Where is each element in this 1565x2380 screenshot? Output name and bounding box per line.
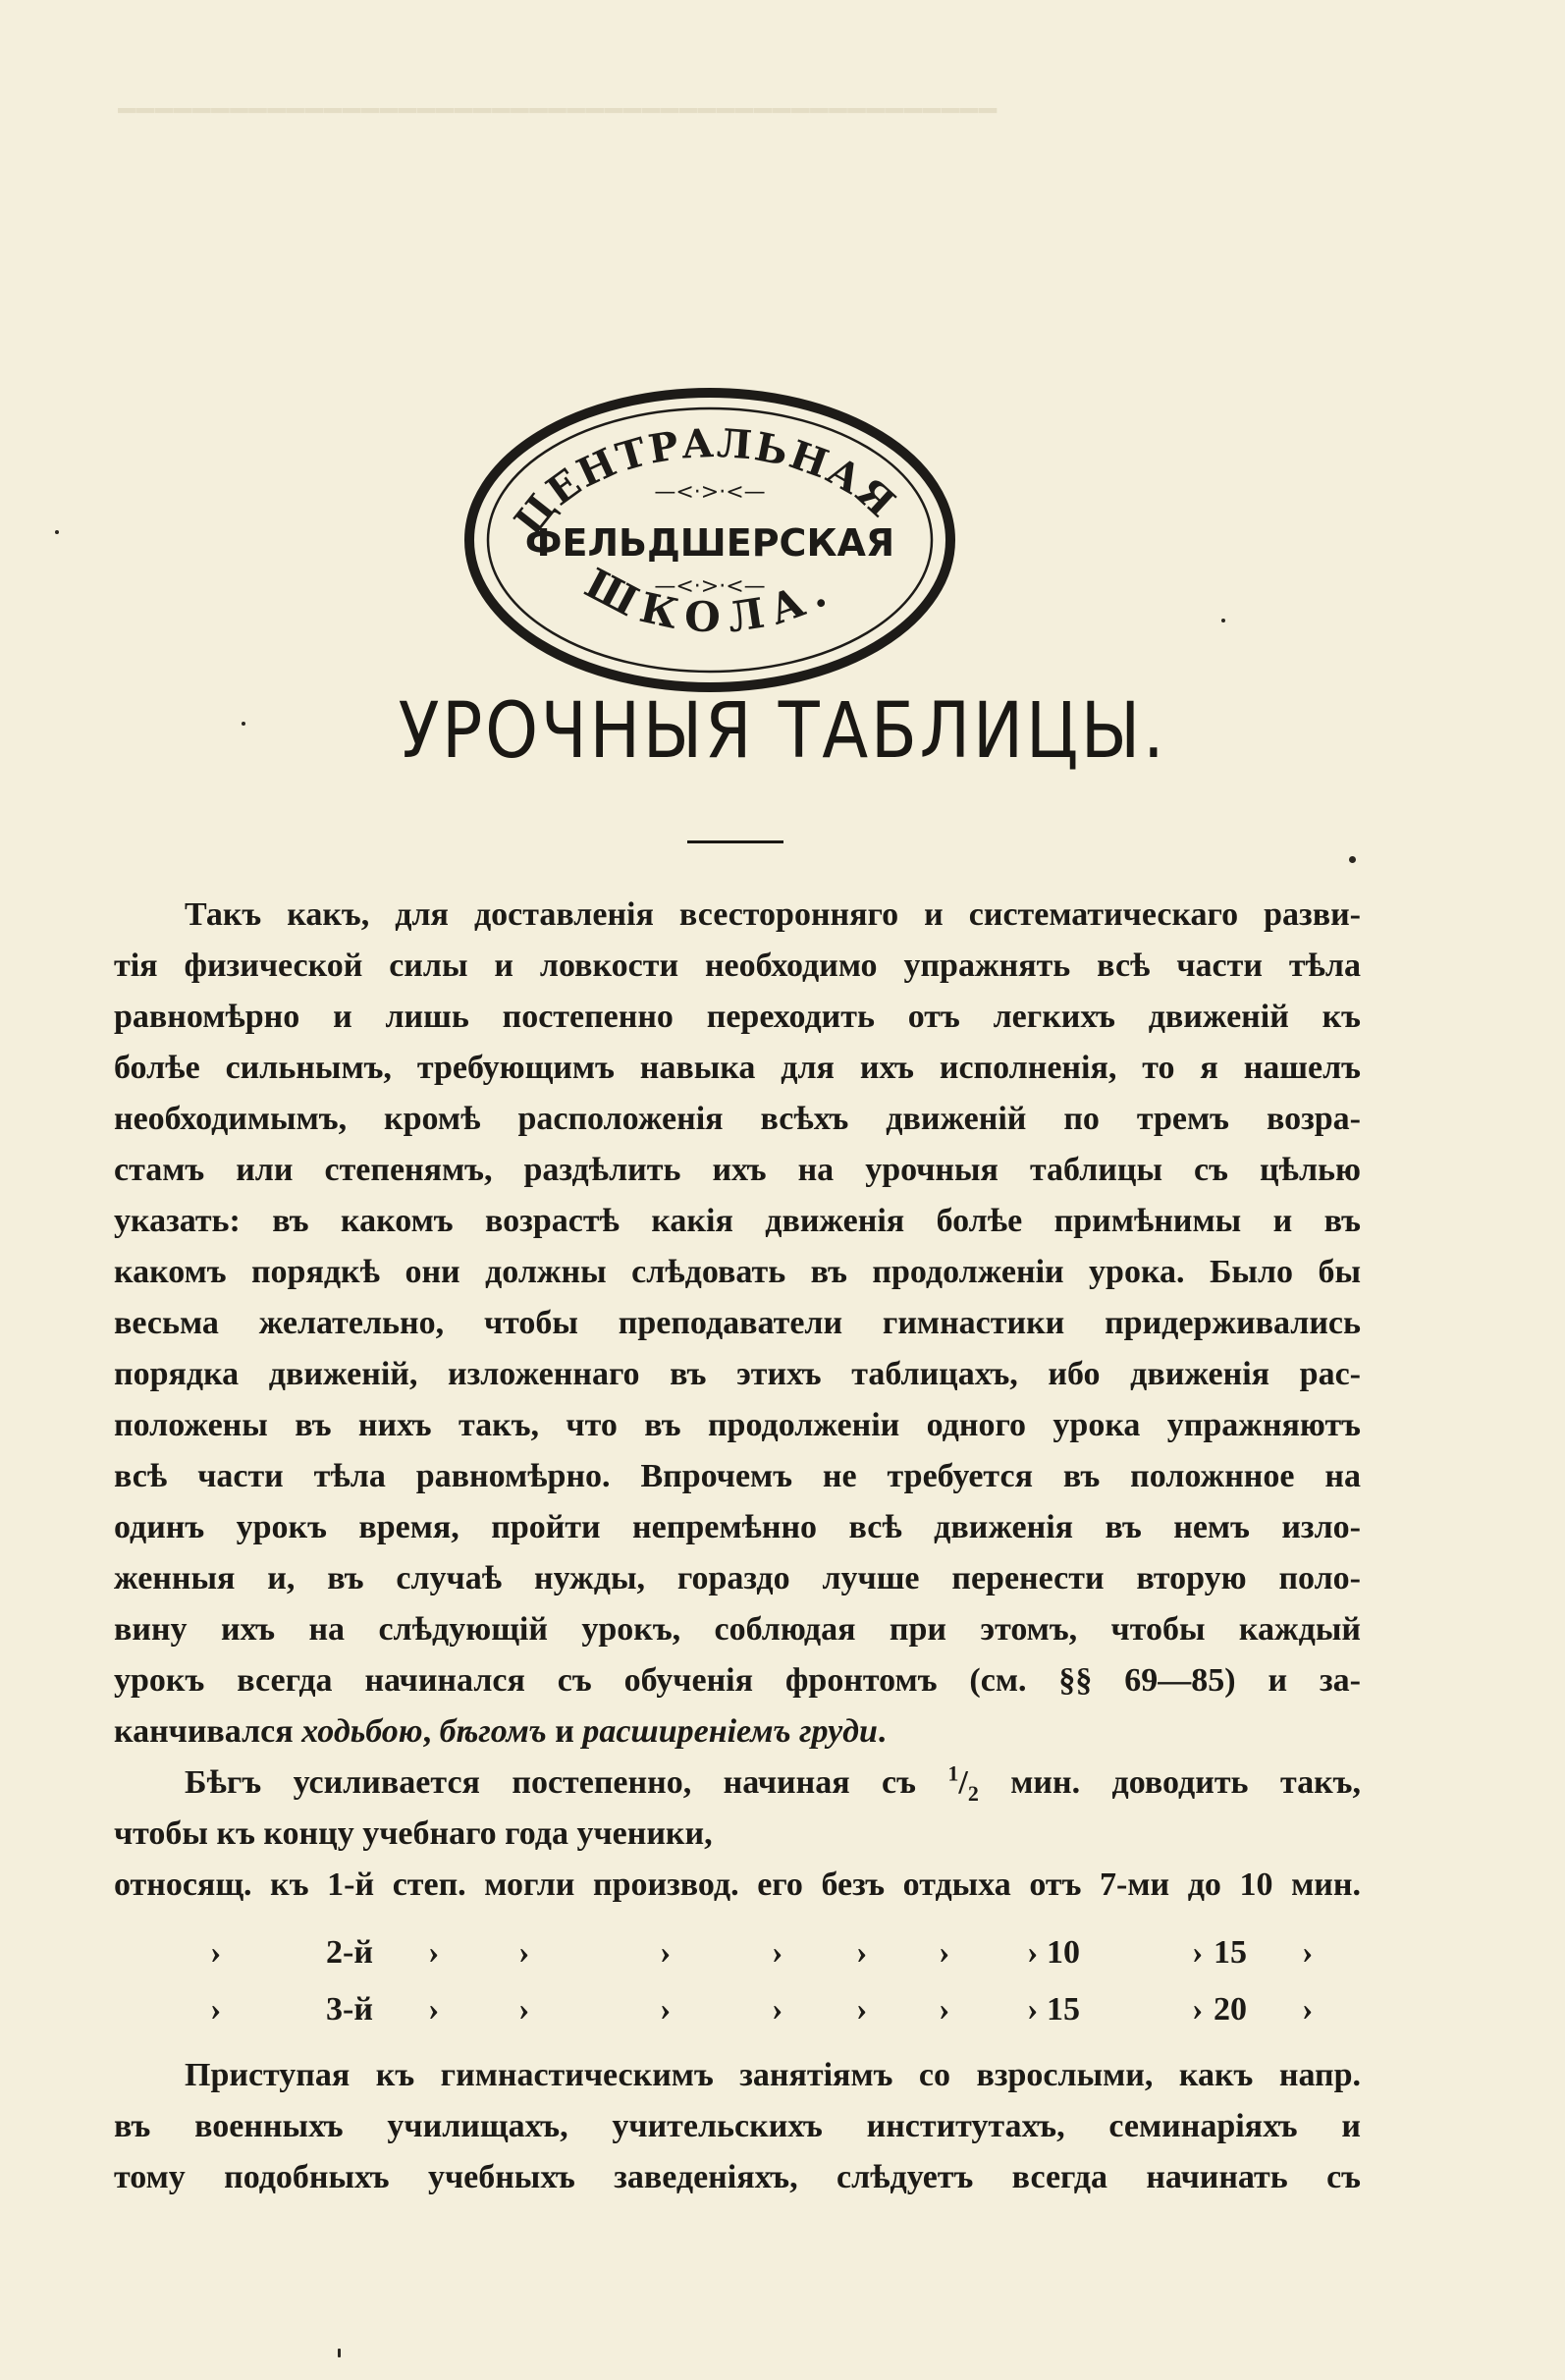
stamp-divider-top: —<·>·<— [654,480,766,505]
stamp-divider-bottom: —<·>·<— [654,574,766,599]
text-line: вину ихъ на слѣдующій урокъ, соблюдая при этомъ, чтобы каждый [114,1611,1361,1648]
from-value: 15 [1047,1991,1080,2028]
text-line: тія физической силы и ловкости необходимо упражнять всѣ части тѣла [114,947,1361,984]
ink-speck [1221,619,1225,622]
text-fragment: , [422,1713,440,1750]
italic-term-walk: ходьбою [301,1713,423,1750]
ditto-mark: › [856,1934,868,1971]
text-line-final [114,1706,1361,1758]
text-line: относящ. къ 1-й степ. могли производ. его безъ отдыха отъ 7-ми до 10 мин. [114,1866,1361,1903]
text-fragment: Бѣгъ усиливается постепенно, начиная съ [185,1764,948,1801]
italic-term-run: бѣгомъ [439,1713,547,1750]
ditto-mark: › [518,1934,530,1971]
to-value: 20 [1214,1991,1247,2028]
stamp-bottom-text: ШКОЛА. [577,559,842,642]
text-fragment: . [877,1713,887,1750]
stamp-top-text: ЦЕНТРАЛЬНАЯ [505,419,905,544]
text-line: въ военныхъ училищахъ, учительскихъ институтахъ, семинаріяхъ и [114,2108,1361,2144]
from-value: 10 [1047,1934,1080,1971]
library-stamp [459,383,960,697]
ditto-mark: › [518,1991,530,2028]
ditto-mark: › [939,1991,950,2028]
ditto-mark: › [1302,1991,1314,2028]
ditto-mark: › [210,1991,222,2028]
ditto-mark: › [1302,1934,1314,1971]
ditto-mark: › [428,1934,440,1971]
ditto-mark: › [210,1934,222,1971]
grade-cell: 2-й [326,1934,373,1971]
ink-speck [55,530,59,534]
ink-speck [338,2349,341,2357]
grade-cell: 3-й [326,1991,373,2028]
text-line: урокъ всегда начинался съ обученія фронтомъ (см. §§ 69—85) и за- [114,1662,1361,1699]
ditto-mark: › [939,1934,950,1971]
stamp-middle-text: ФЕЛЬДШЕРСКАЯ [524,521,895,565]
bleed-through-texture: ━━━━━━━━━━━━━━━━━━━━━━━━━━━━━━━━━━━━━━━━━━━━━━━ [118,94,998,129]
text-line: всѣ части тѣла равномѣрно. Впрочемъ не требуется въ положнное на [114,1458,1361,1494]
italic-term-chest: расширеніемъ груди [582,1713,878,1750]
fraction-slash: / [958,1764,968,1801]
ink-speck [242,722,245,726]
main-text [114,890,1361,1911]
text-line: какомъ порядкѣ они должны слѣдовать въ продолженіи урока. Было бы [114,1254,1361,1290]
text-line [114,1758,1361,1809]
ditto-mark: › [772,1934,783,1971]
text-line: указать: въ какомъ возрастѣ какія движенія болѣе примѣнимы и въ [114,1203,1361,1239]
page-title: УРОЧНЫЯ ТАБЛИЦЫ. [398,687,1167,776]
text-line: Такъ какъ, для доставленія всесторонняго и систематическаго разви- [185,896,1361,933]
fraction-numerator: 1 [947,1760,959,1786]
table-row [114,1934,1361,1985]
text-line: тому подобныхъ учебныхъ заведеніяхъ, слѣдуетъ всегда начинать съ [114,2159,1361,2195]
text-line: равномѣрно и лишь постепенно переходить отъ легкихъ движеній къ [114,999,1361,1035]
text-line: чтобы къ концу учебнаго года ученики, [114,1815,713,1852]
text-line: женныя и, въ случаѣ нужды, гораздо лучше перенести вторую поло- [114,1560,1361,1596]
text-line: Приступая къ гимнастическимъ занятіямъ со взрослыми, какъ напр. [185,2057,1361,2093]
ditto-mark: › [660,1991,672,2028]
table-row [114,1991,1361,2042]
ditto-mark: › [1027,1934,1039,1971]
ditto-mark: › [856,1991,868,2028]
ditto-mark: › [660,1934,672,1971]
title-rule [687,840,783,843]
closing-text [114,2050,1361,2203]
ditto-mark: › [772,1991,783,2028]
ditto-mark: › [428,1991,440,2028]
text-line: положены въ нихъ такъ, что въ продолженіи одного урока упражняютъ [114,1407,1361,1443]
text-line: болѣе сильнымъ, требующимъ навыка для ихъ исполненія, то я нашелъ [114,1050,1361,1086]
ditto-mark: › [1192,1991,1204,2028]
ditto-mark: › [1192,1934,1204,1971]
text-line: весьма желательно, чтобы преподаватели гимнастики придерживались [114,1305,1361,1341]
text-fragment: канчивался [114,1713,302,1750]
text-fragment: мин. доводить такъ, [978,1764,1361,1801]
ditto-mark: › [1027,1991,1039,2028]
text-line: одинъ урокъ время, пройти непремѣнно всѣ движенія въ немъ изло- [114,1509,1361,1545]
text-line: порядка движеній, изложеннаго въ этихъ таблицахъ, ибо движенія рас- [114,1356,1361,1392]
ink-speck [1349,856,1356,863]
text-fragment: и [546,1713,583,1750]
text-line: стамъ или степенямъ, раздѣлить ихъ на урочныя таблицы съ цѣлью [114,1152,1361,1188]
fraction-denominator: 2 [967,1780,979,1806]
text-line: необходимымъ, кромѣ расположенія всѣхъ движеній по тремъ возра- [114,1101,1361,1137]
to-value: 15 [1214,1934,1247,1971]
